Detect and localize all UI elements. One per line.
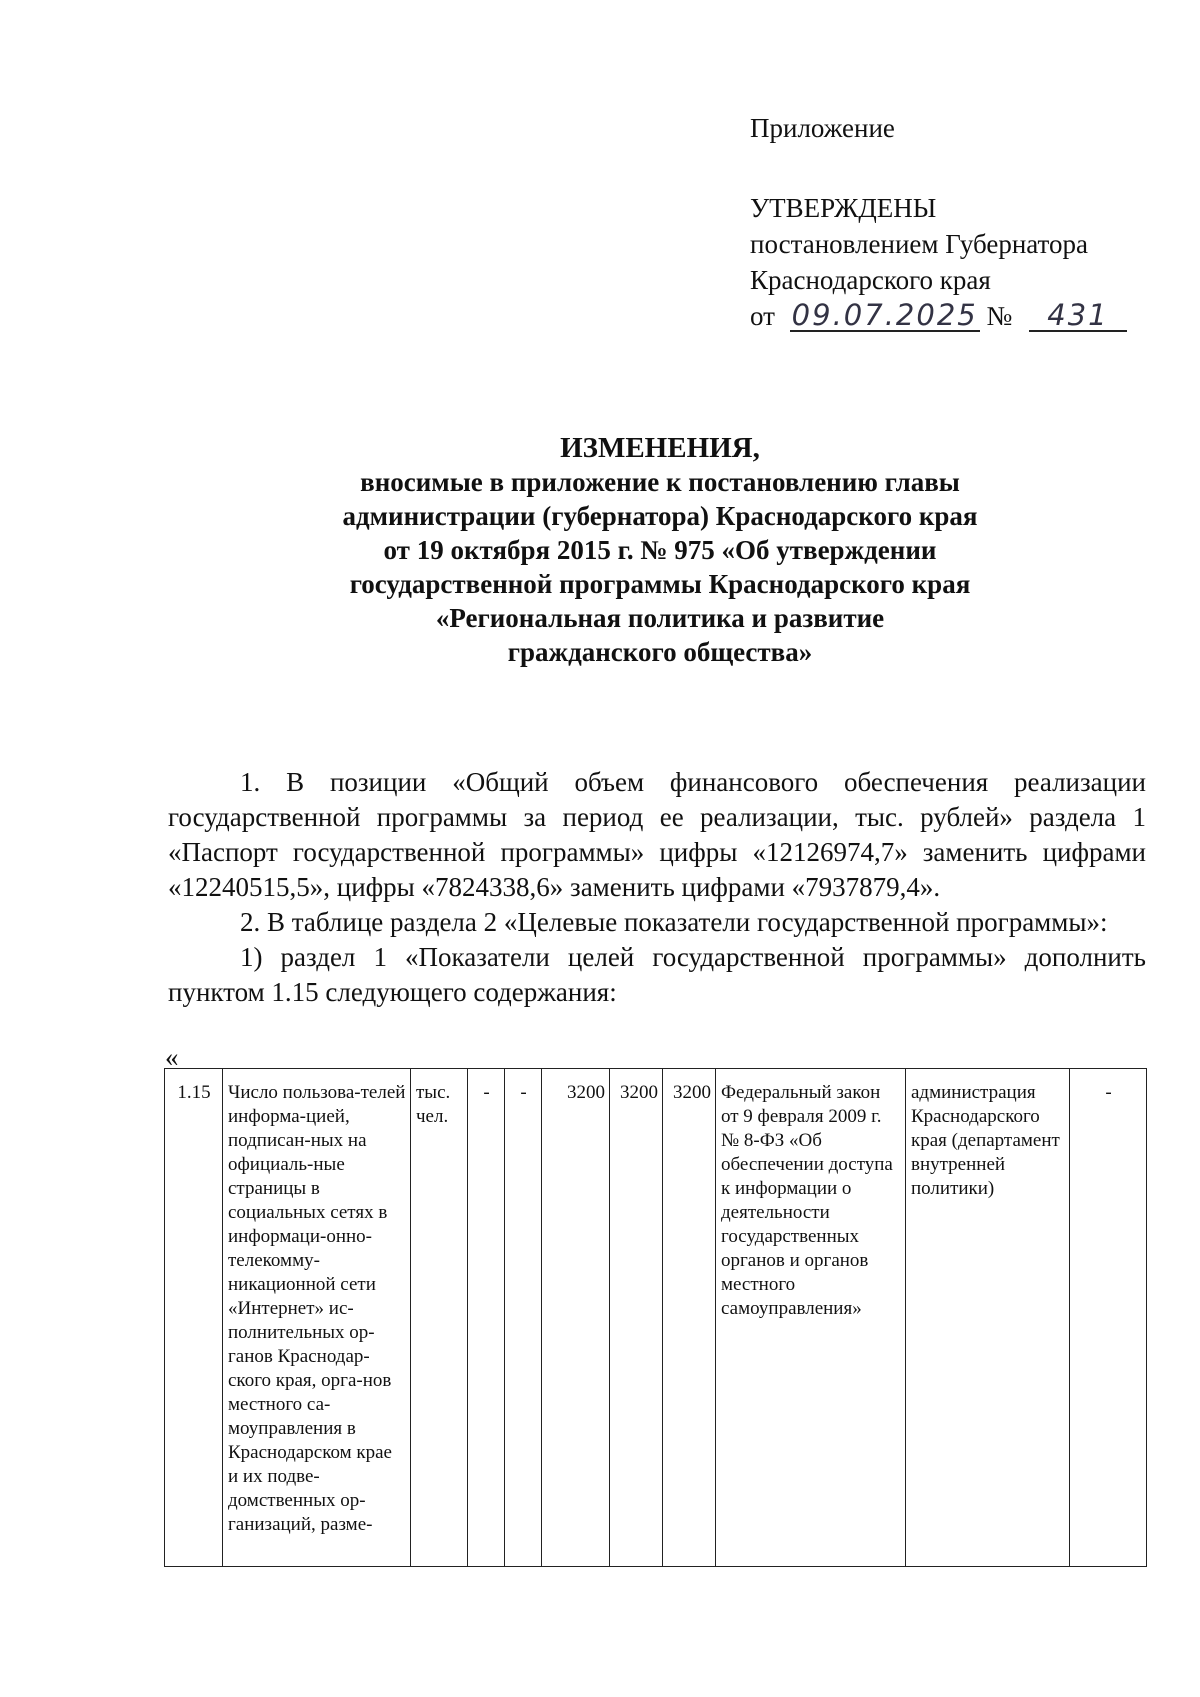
- number-prefix: №: [986, 301, 1013, 331]
- title-line: «Региональная политика и развитие: [435, 603, 885, 633]
- approved-heading: УТВЕРЖДЕНЫ: [750, 193, 937, 223]
- cell-indicator: Число пользова-телей информа-цией, подписан-ных на официаль-ные страницы в социальных сетях в информаци-онно-телекомму-никационной сети «Интернет» ис-полнительных ор-ганов Краснодар-ского края, орга-нов местного са-моуправления в Краснодарском крае и их подве-домственных ор-ганизаций, разме-: [223, 1069, 411, 1567]
- cell-note: -: [1070, 1069, 1147, 1567]
- opening-quote: «: [165, 1042, 179, 1072]
- handwritten-date: 09.07.2025: [791, 298, 978, 332]
- cell-unit: тыс. чел.: [411, 1069, 468, 1567]
- indicators-table: [164, 1068, 1147, 1567]
- approved-region: Краснодарского края: [750, 265, 991, 295]
- handwritten-number: 431: [1029, 300, 1127, 332]
- cell-base-2: -: [505, 1069, 542, 1567]
- title-line: от 19 октября 2015 г. № 975 «Об утверждении: [383, 535, 937, 565]
- title-main: ИЗМЕНЕНИЯ,: [560, 432, 760, 464]
- title-line: гражданского общества»: [507, 637, 813, 667]
- paragraph-2: 2. В таблице раздела 2 «Целевые показатели государственной программы»:: [240, 907, 1108, 937]
- title-line: администрации (губернатора) Краснодарского края: [342, 501, 978, 531]
- cell-responsible: администрация Краснодарского края (департамент внутренней политики): [906, 1069, 1070, 1567]
- cell-value-2: 3200: [610, 1069, 663, 1567]
- approval-block: [750, 110, 1127, 334]
- paragraph-1: 1. В позиции «Общий объем финансового обеспечения реализации государственной программы за период ее реализации, тыс. рублей» раздела 1 «Паспорт государственной программы» цифры «12126974,7» заменить цифрами «12240515,5», цифры «7824338,6» заменить цифрами «7937879,4».: [168, 767, 1146, 902]
- date-number-line: [750, 298, 1127, 334]
- cell-legal-basis: Федеральный закон от 9 февраля 2009 г. № 8-ФЗ «Об обеспечении доступа к информации о деятельности государственных органов и органов местного самоуправления»: [716, 1069, 906, 1567]
- appendix-label: Приложение: [750, 113, 895, 143]
- cell-value-3: 3200: [663, 1069, 716, 1567]
- date-prefix: от: [750, 301, 775, 331]
- table-row: [165, 1069, 1147, 1567]
- cell-value-1: 3200: [542, 1069, 610, 1567]
- cell-base-1: -: [468, 1069, 505, 1567]
- cell-number: 1.15: [165, 1069, 223, 1567]
- document-title: [165, 431, 1155, 669]
- paragraph-3: 1) раздел 1 «Показатели целей государственной программы» дополнить пунктом 1.15 следующего содержания:: [168, 942, 1146, 1007]
- body-text: [168, 765, 1146, 1010]
- approved-by: постановлением Губернатора: [750, 229, 1088, 259]
- title-line: государственной программы Краснодарского края: [349, 569, 971, 599]
- title-line: вносимые в приложение к постановлению главы: [360, 467, 960, 497]
